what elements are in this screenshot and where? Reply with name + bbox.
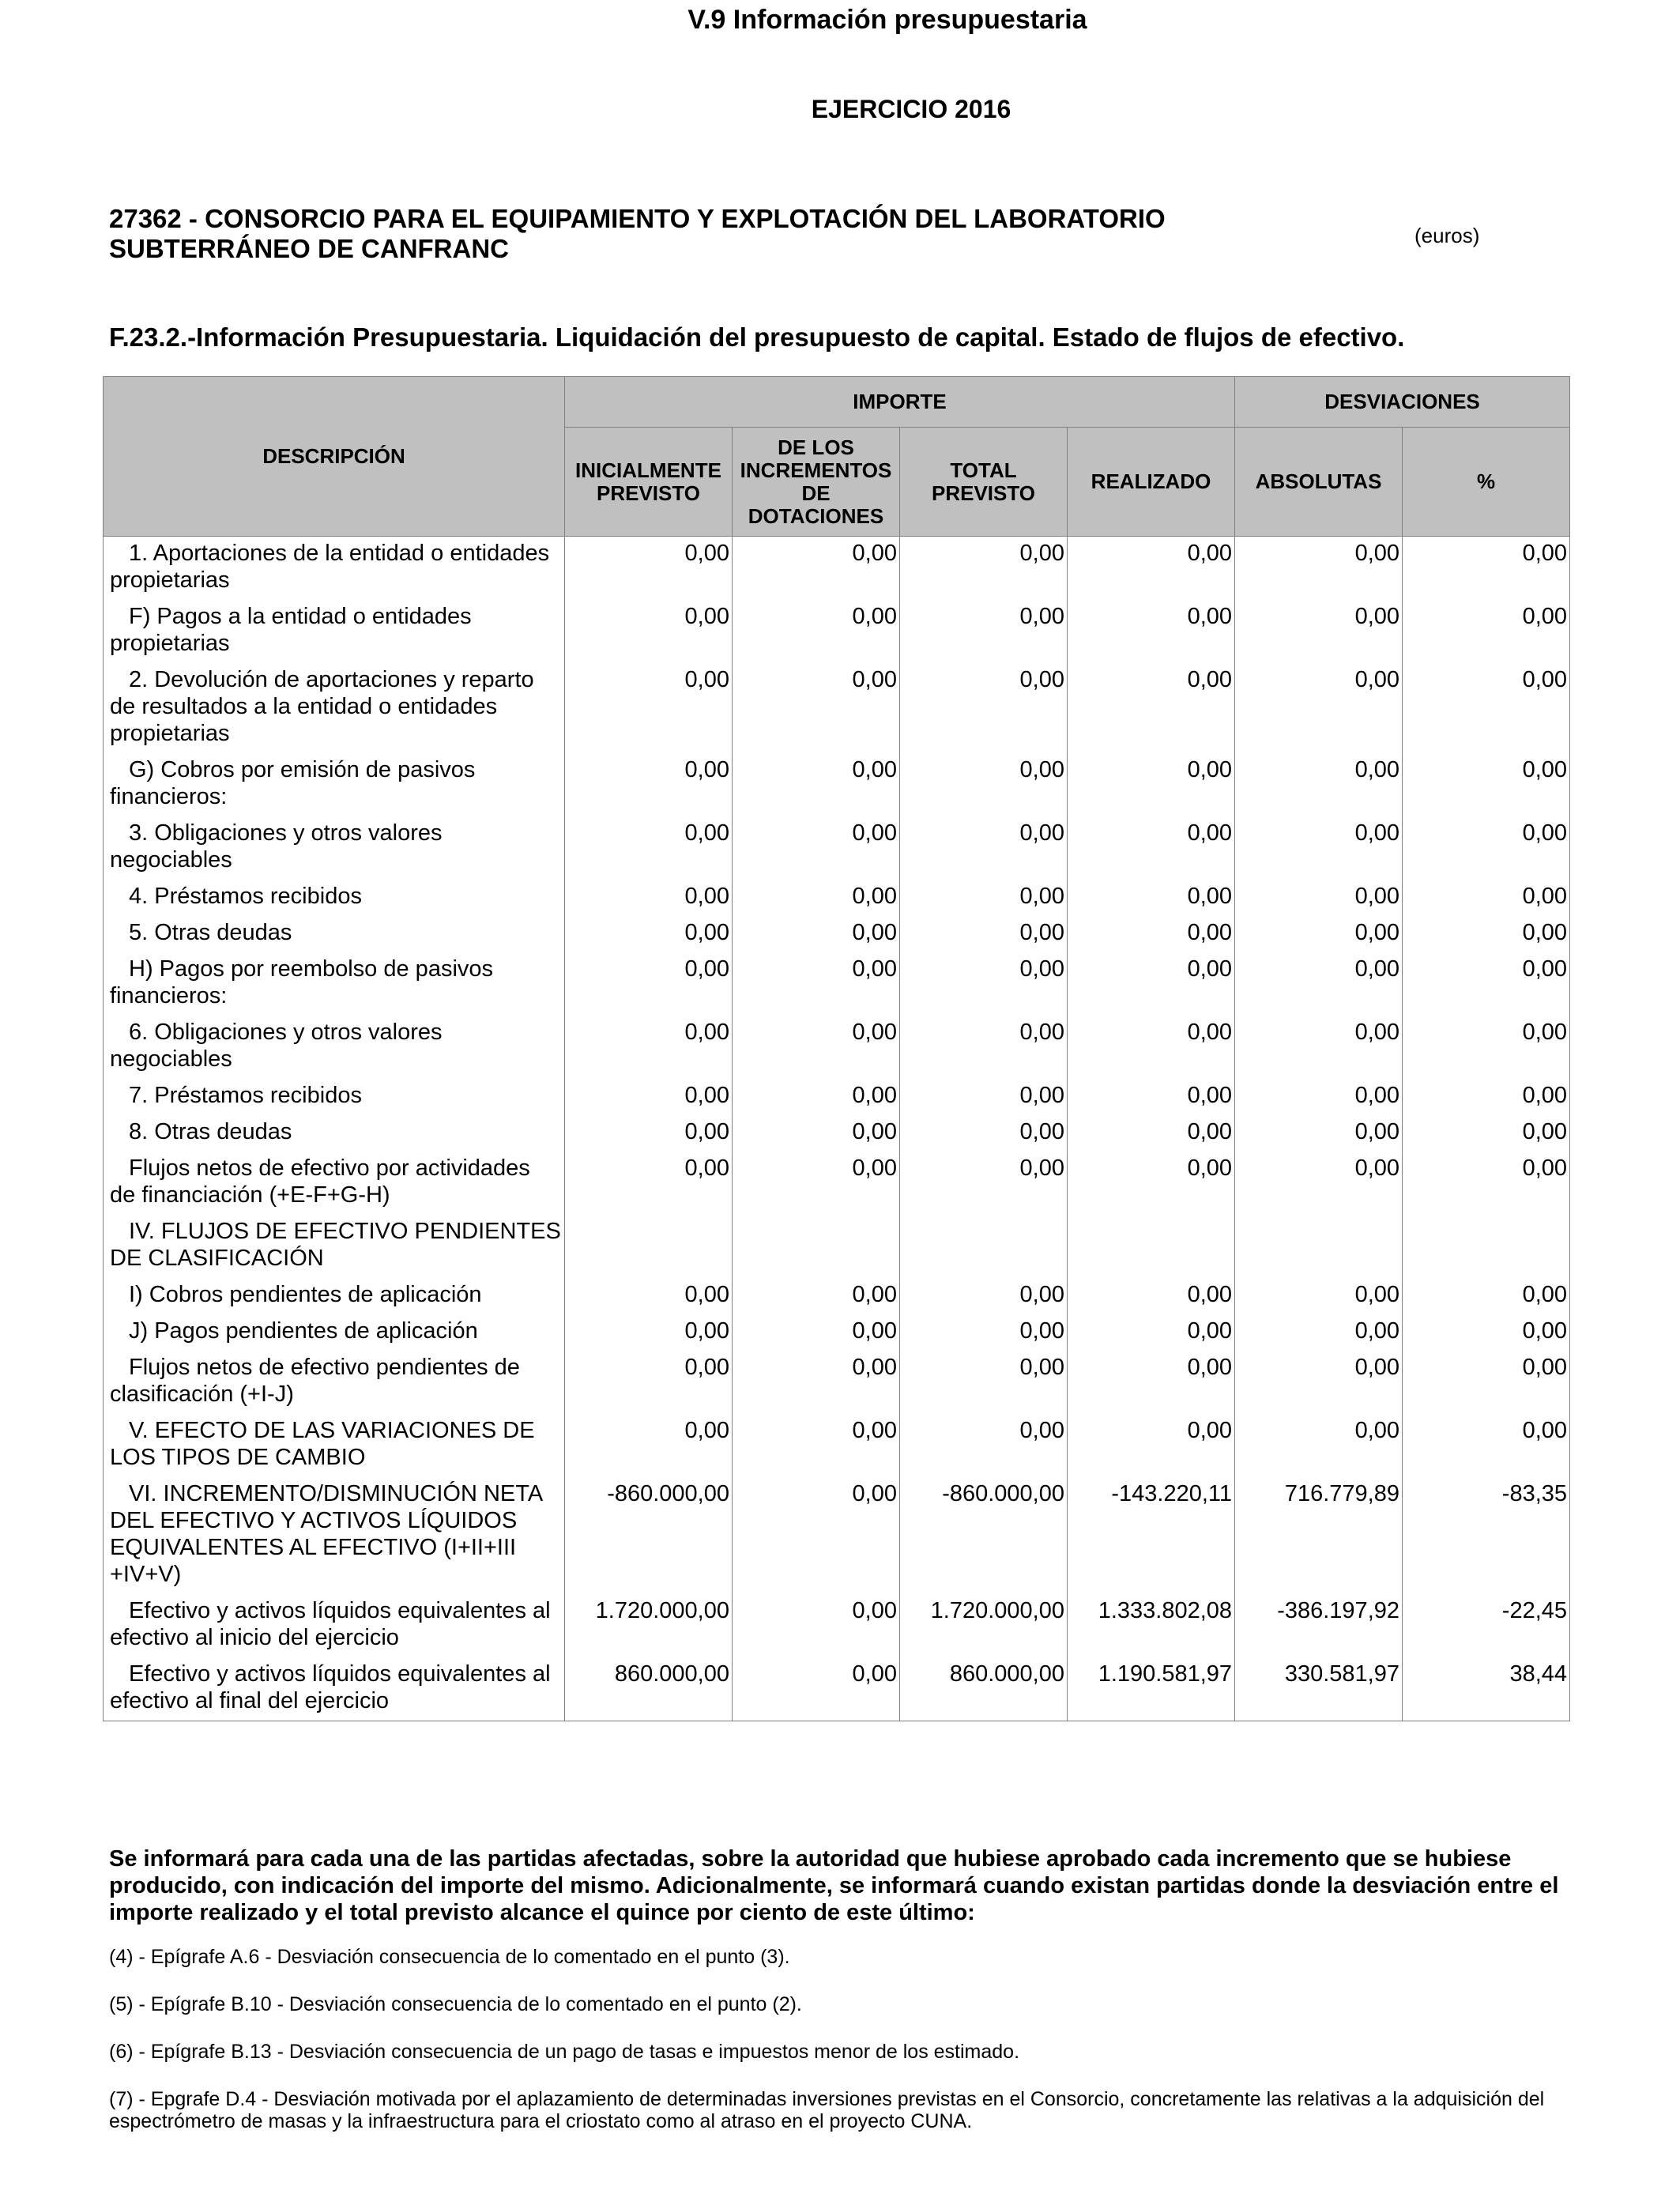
row-description-line1: V. EFECTO DE LAS VARIACIONES DE — [129, 1418, 535, 1443]
cell-porcentaje: 0,00 — [1403, 537, 1570, 601]
row-description — [104, 1215, 565, 1278]
cell-inicialmente-previsto: 0,00 — [565, 753, 733, 816]
cell-incrementos: 0,00 — [733, 753, 900, 816]
row-description-line1: Efectivo y activos líquidos equivalentes — [129, 1598, 526, 1623]
cell-realizado: 0,00 — [1068, 1351, 1235, 1414]
row-description — [104, 880, 565, 916]
cell-porcentaje: 0,00 — [1403, 1016, 1570, 1079]
header-porcentaje: % — [1403, 428, 1570, 537]
cell-total-previsto: 0,00 — [900, 1278, 1068, 1314]
cell-realizado: 0,00 — [1068, 1414, 1235, 1477]
row-description-line2: financieros: — [110, 784, 228, 809]
cell-realizado: 0,00 — [1068, 1016, 1235, 1079]
header-desviaciones: DESVIACIONES — [1235, 377, 1570, 428]
cell-porcentaje — [1403, 1215, 1570, 1278]
row-description-line2: clasificación (+I-J) — [110, 1382, 294, 1407]
cell-absolutas: 330.581,97 — [1235, 1657, 1403, 1721]
cell-inicialmente-previsto: 0,00 — [565, 880, 733, 916]
row-description-line2: negociables — [110, 847, 232, 873]
row-description — [104, 1477, 565, 1594]
cell-inicialmente-previsto: 0,00 — [565, 663, 733, 753]
cell-inicialmente-previsto: 0,00 — [565, 537, 733, 601]
cell-total-previsto — [900, 1215, 1068, 1278]
table-row — [104, 1079, 1570, 1115]
cell-incrementos: 0,00 — [733, 600, 900, 663]
cell-porcentaje: 0,00 — [1403, 1414, 1570, 1477]
table-row — [104, 1016, 1570, 1079]
currency-label: (euros) — [1414, 224, 1480, 247]
cell-absolutas: 0,00 — [1235, 816, 1403, 880]
row-description — [104, 1079, 565, 1115]
table-row — [104, 1594, 1570, 1657]
cell-realizado: 0,00 — [1068, 952, 1235, 1016]
table-row — [104, 880, 1570, 916]
row-description — [104, 753, 565, 816]
cell-incrementos: 0,00 — [733, 916, 900, 952]
cell-inicialmente-previsto: 0,00 — [565, 1016, 733, 1079]
row-description-line1: 5. Otras deudas — [129, 920, 292, 945]
table-row — [104, 816, 1570, 880]
cell-inicialmente-previsto — [565, 1215, 733, 1278]
cell-porcentaje: 0,00 — [1403, 1152, 1570, 1215]
cash-flow-table — [103, 376, 1570, 1721]
cell-total-previsto: 0,00 — [900, 1079, 1068, 1115]
cell-incrementos: 0,00 — [733, 1115, 900, 1152]
row-description-line1: 7. Préstamos recibidos — [129, 1083, 362, 1108]
note-4: (4) - Epígrafe A.6 - Desviación consecuencia de lo comentado en el punto (3). — [109, 1946, 790, 1968]
cell-total-previsto: 0,00 — [900, 1314, 1068, 1351]
table-row — [104, 600, 1570, 663]
cell-porcentaje: 0,00 — [1403, 1314, 1570, 1351]
section-title: V.9 Información presupuestaria — [687, 5, 1087, 35]
table-row — [104, 537, 1570, 601]
table-row — [104, 1278, 1570, 1314]
cell-porcentaje: 0,00 — [1403, 663, 1570, 753]
row-description — [104, 537, 565, 601]
row-description-line1: 3. Obligaciones y otros valores — [129, 820, 443, 846]
cell-incrementos: 0,00 — [733, 1594, 900, 1657]
table-row — [104, 1152, 1570, 1215]
cell-total-previsto: 0,00 — [900, 1152, 1068, 1215]
row-description-line1: Efectivo y activos líquidos equivalentes — [129, 1661, 526, 1687]
cell-total-previsto: 0,00 — [900, 1115, 1068, 1152]
cell-incrementos: 0,00 — [733, 816, 900, 880]
cell-absolutas: 0,00 — [1235, 537, 1403, 601]
table-row — [104, 952, 1570, 1016]
cell-total-previsto: 0,00 — [900, 537, 1068, 601]
table-row — [104, 1115, 1570, 1152]
cell-realizado — [1068, 1215, 1235, 1278]
cell-inicialmente-previsto: -860.000,00 — [565, 1477, 733, 1594]
cell-inicialmente-previsto: 0,00 — [565, 1115, 733, 1152]
cell-total-previsto: 0,00 — [900, 1016, 1068, 1079]
note-5: (5) - Epígrafe B.10 - Desviación consecuencia de lo comentado en el punto (2). — [109, 1993, 802, 2015]
cell-realizado: 0,00 — [1068, 753, 1235, 816]
cell-inicialmente-previsto: 0,00 — [565, 816, 733, 880]
row-description — [104, 1115, 565, 1152]
cell-absolutas: 0,00 — [1235, 1351, 1403, 1414]
row-description — [104, 1016, 565, 1079]
row-description-line1: IV. FLUJOS DE EFECTIVO — [129, 1219, 409, 1244]
row-description — [104, 1278, 565, 1314]
cell-total-previsto: 0,00 — [900, 952, 1068, 1016]
cell-incrementos: 0,00 — [733, 1079, 900, 1115]
row-description-line1: Flujos netos de efectivo por actividades — [129, 1155, 530, 1181]
header-importe: IMPORTE — [565, 377, 1235, 428]
cell-absolutas: 0,00 — [1235, 916, 1403, 952]
row-description-line1: VI. INCREMENTO/DISMINUCIÓN NETA — [129, 1481, 542, 1506]
row-description — [104, 1657, 565, 1721]
cell-absolutas: 0,00 — [1235, 1314, 1403, 1351]
cell-inicialmente-previsto: 0,00 — [565, 1079, 733, 1115]
table-row — [104, 1351, 1570, 1414]
cell-inicialmente-previsto: 0,00 — [565, 1414, 733, 1477]
table-row — [104, 1477, 1570, 1594]
row-description-line2: financieros: — [110, 983, 228, 1008]
row-description-line2: PENDIENTES DE CLASIFICACIÓN — [110, 1219, 561, 1271]
row-description-line1: H) Pagos por reembolso de pasivos — [129, 956, 494, 982]
row-description-line2: al efectivo al final del ejercicio — [110, 1661, 551, 1713]
cell-realizado: 0,00 — [1068, 880, 1235, 916]
header-incrementos-dotaciones: DE LOS INCREMENTOS DE DOTACIONES — [733, 428, 900, 537]
cell-realizado: 0,00 — [1068, 916, 1235, 952]
cell-porcentaje: 0,00 — [1403, 1115, 1570, 1152]
row-description-line2: de resultados a la entidad o entidades propietarias — [110, 694, 498, 746]
note-7: (7) - Epgrafe D.4 - Desviación motivada por el aplazamiento de determinadas inversiones previstas en el Consorcio, concretamente las relativas a la adquisición del espectrómetro de masas y la infraestructura para el criostato como al atraso en el proyecto CUNA. — [109, 2088, 1545, 2132]
row-description — [104, 1314, 565, 1351]
cell-inicialmente-previsto: 0,00 — [565, 1351, 733, 1414]
cell-incrementos: 0,00 — [733, 663, 900, 753]
cell-porcentaje: 0,00 — [1403, 1278, 1570, 1314]
row-description — [104, 952, 565, 1016]
cell-incrementos: 0,00 — [733, 1016, 900, 1079]
cell-realizado: 0,00 — [1068, 1314, 1235, 1351]
cell-inicialmente-previsto: 0,00 — [565, 1152, 733, 1215]
cell-porcentaje: 0,00 — [1403, 952, 1570, 1016]
cell-inicialmente-previsto: 0,00 — [565, 600, 733, 663]
cell-inicialmente-previsto: 860.000,00 — [565, 1657, 733, 1721]
header-absolutas: ABSOLUTAS — [1235, 428, 1403, 537]
table-row — [104, 753, 1570, 816]
cell-realizado: 0,00 — [1068, 600, 1235, 663]
cell-absolutas — [1235, 1215, 1403, 1278]
cell-incrementos: 0,00 — [733, 1351, 900, 1414]
cell-realizado: 0,00 — [1068, 1278, 1235, 1314]
cell-incrementos: 0,00 — [733, 880, 900, 916]
row-description-line2: propietarias — [110, 631, 230, 656]
row-description — [104, 1594, 565, 1657]
row-description-line2: negociables — [110, 1046, 232, 1072]
table-row — [104, 1657, 1570, 1721]
cell-realizado: 1.190.581,97 — [1068, 1657, 1235, 1721]
entity-name: 27362 - CONSORCIO PARA EL EQUIPAMIENTO Y EXPLOTACIÓN DEL LABORATORIO SUBTERRÁNEO DE CANFRANC — [109, 204, 1166, 263]
cell-porcentaje: 0,00 — [1403, 600, 1570, 663]
row-description-line2: entidades propietarias — [110, 541, 550, 593]
cell-total-previsto: 0,00 — [900, 663, 1068, 753]
row-description-line1: J) Pagos pendientes de aplicación — [129, 1318, 478, 1344]
fiscal-year-label: EJERCICIO 2016 — [811, 95, 1011, 123]
cell-porcentaje: -22,45 — [1403, 1594, 1570, 1657]
row-description-line1: 1. Aportaciones de la entidad o — [129, 541, 444, 566]
row-description — [104, 1152, 565, 1215]
row-description-line2: DEL EFECTIVO Y ACTIVOS LÍQUIDOS EQUIVALENTES AL EFECTIVO (I+II+III +IV+V) — [110, 1508, 518, 1587]
table-row — [104, 916, 1570, 952]
header-realizado: REALIZADO — [1068, 428, 1235, 537]
cell-realizado: 0,00 — [1068, 816, 1235, 880]
cell-incrementos: 0,00 — [733, 1477, 900, 1594]
cell-porcentaje: 0,00 — [1403, 816, 1570, 880]
cell-total-previsto: 0,00 — [900, 1414, 1068, 1477]
cell-total-previsto: 1.720.000,00 — [900, 1594, 1068, 1657]
table-body — [104, 537, 1570, 1721]
cell-total-previsto: 0,00 — [900, 816, 1068, 880]
cell-absolutas: 716.779,89 — [1235, 1477, 1403, 1594]
cell-absolutas: 0,00 — [1235, 1152, 1403, 1215]
row-description-line1: I) Cobros pendientes de aplicación — [129, 1282, 482, 1307]
cell-absolutas: 0,00 — [1235, 1115, 1403, 1152]
cell-incrementos: 0,00 — [733, 1152, 900, 1215]
cell-absolutas: 0,00 — [1235, 1278, 1403, 1314]
cell-absolutas: 0,00 — [1235, 663, 1403, 753]
table-row — [104, 1215, 1570, 1278]
notes-intro: Se informará para cada una de las partidas afectadas, sobre la autoridad que hubiese aprobado cada incremento que se hubiese producido, con indicación del importe del mismo. Adicionalmente, se informará cuando existan partidas donde la desviación entre el importe realizado y el total previsto alcance el quince por ciento de este último: — [109, 1846, 1559, 1925]
row-description-line1: 4. Préstamos recibidos — [129, 884, 362, 909]
cell-incrementos: 0,00 — [733, 1314, 900, 1351]
cell-inicialmente-previsto: 0,00 — [565, 952, 733, 1016]
cell-inicialmente-previsto: 0,00 — [565, 1314, 733, 1351]
cell-incrementos: 0,00 — [733, 1414, 900, 1477]
cell-inicialmente-previsto: 1.720.000,00 — [565, 1594, 733, 1657]
cell-total-previsto: 0,00 — [900, 880, 1068, 916]
cell-realizado: 0,00 — [1068, 1152, 1235, 1215]
cell-absolutas: 0,00 — [1235, 1414, 1403, 1477]
cell-realizado: 1.333.802,08 — [1068, 1594, 1235, 1657]
row-description — [104, 916, 565, 952]
cell-realizado: -143.220,11 — [1068, 1477, 1235, 1594]
cell-incrementos: 0,00 — [733, 1657, 900, 1721]
table-row — [104, 663, 1570, 753]
row-description — [104, 1414, 565, 1477]
cell-porcentaje: 0,00 — [1403, 753, 1570, 816]
cell-absolutas: -386.197,92 — [1235, 1594, 1403, 1657]
cell-porcentaje: 38,44 — [1403, 1657, 1570, 1721]
cell-absolutas: 0,00 — [1235, 753, 1403, 816]
row-description-line1: F) Pagos a la entidad o entidades — [129, 604, 472, 629]
table-row — [104, 1414, 1570, 1477]
cell-total-previsto: 0,00 — [900, 600, 1068, 663]
cell-porcentaje: 0,00 — [1403, 1079, 1570, 1115]
cell-inicialmente-previsto: 0,00 — [565, 1278, 733, 1314]
row-description — [104, 1351, 565, 1414]
row-description-line2: de financiación (+E-F+G-H) — [110, 1182, 390, 1208]
cell-inicialmente-previsto: 0,00 — [565, 916, 733, 952]
row-description-line1: 8. Otras deudas — [129, 1119, 292, 1144]
cell-total-previsto: -860.000,00 — [900, 1477, 1068, 1594]
row-description-line1: G) Cobros por emisión de pasivos — [129, 757, 476, 782]
header-descripcion: DESCRIPCIÓN — [104, 377, 565, 537]
cell-total-previsto: 860.000,00 — [900, 1657, 1068, 1721]
cell-realizado: 0,00 — [1068, 663, 1235, 753]
cell-incrementos: 0,00 — [733, 1278, 900, 1314]
cell-incrementos: 0,00 — [733, 952, 900, 1016]
cell-absolutas: 0,00 — [1235, 1079, 1403, 1115]
cell-absolutas: 0,00 — [1235, 880, 1403, 916]
cell-incrementos: 0,00 — [733, 537, 900, 601]
cell-total-previsto: 0,00 — [900, 1351, 1068, 1414]
cell-absolutas: 0,00 — [1235, 600, 1403, 663]
row-description — [104, 663, 565, 753]
cell-realizado: 0,00 — [1068, 537, 1235, 601]
row-description-line1: 2. Devolución de aportaciones y reparto — [129, 667, 534, 692]
header-total-previsto: TOTAL PREVISTO — [900, 428, 1068, 537]
row-description-line1: Flujos netos de efectivo pendientes de — [129, 1355, 520, 1380]
cell-porcentaje: -83,35 — [1403, 1477, 1570, 1594]
cell-incrementos — [733, 1215, 900, 1278]
cell-porcentaje: 0,00 — [1403, 916, 1570, 952]
row-description-line2: al efectivo al inicio del ejercicio — [110, 1598, 551, 1650]
row-description — [104, 600, 565, 663]
table-row — [104, 1314, 1570, 1351]
note-6: (6) - Epígrafe B.13 - Desviación consecuencia de un pago de tasas e impuestos menor de los estimado. — [109, 2041, 1020, 2063]
cell-absolutas: 0,00 — [1235, 1016, 1403, 1079]
cell-porcentaje: 0,00 — [1403, 1351, 1570, 1414]
cell-realizado: 0,00 — [1068, 1079, 1235, 1115]
cell-porcentaje: 0,00 — [1403, 880, 1570, 916]
row-description — [104, 816, 565, 880]
cell-total-previsto: 0,00 — [900, 753, 1068, 816]
cell-absolutas: 0,00 — [1235, 952, 1403, 1016]
header-inicialmente-previsto: INICIALMENTE PREVISTO — [565, 428, 733, 537]
cell-realizado: 0,00 — [1068, 1115, 1235, 1152]
cell-total-previsto: 0,00 — [900, 916, 1068, 952]
row-description-line1: 6. Obligaciones y otros valores — [129, 1020, 443, 1045]
row-description-line2: LOS TIPOS DE CAMBIO — [110, 1445, 366, 1470]
form-title: F.23.2.-Información Presupuestaria. Liquidación del presupuesto de capital. Estado de flujos de efectivo. — [109, 322, 1405, 352]
